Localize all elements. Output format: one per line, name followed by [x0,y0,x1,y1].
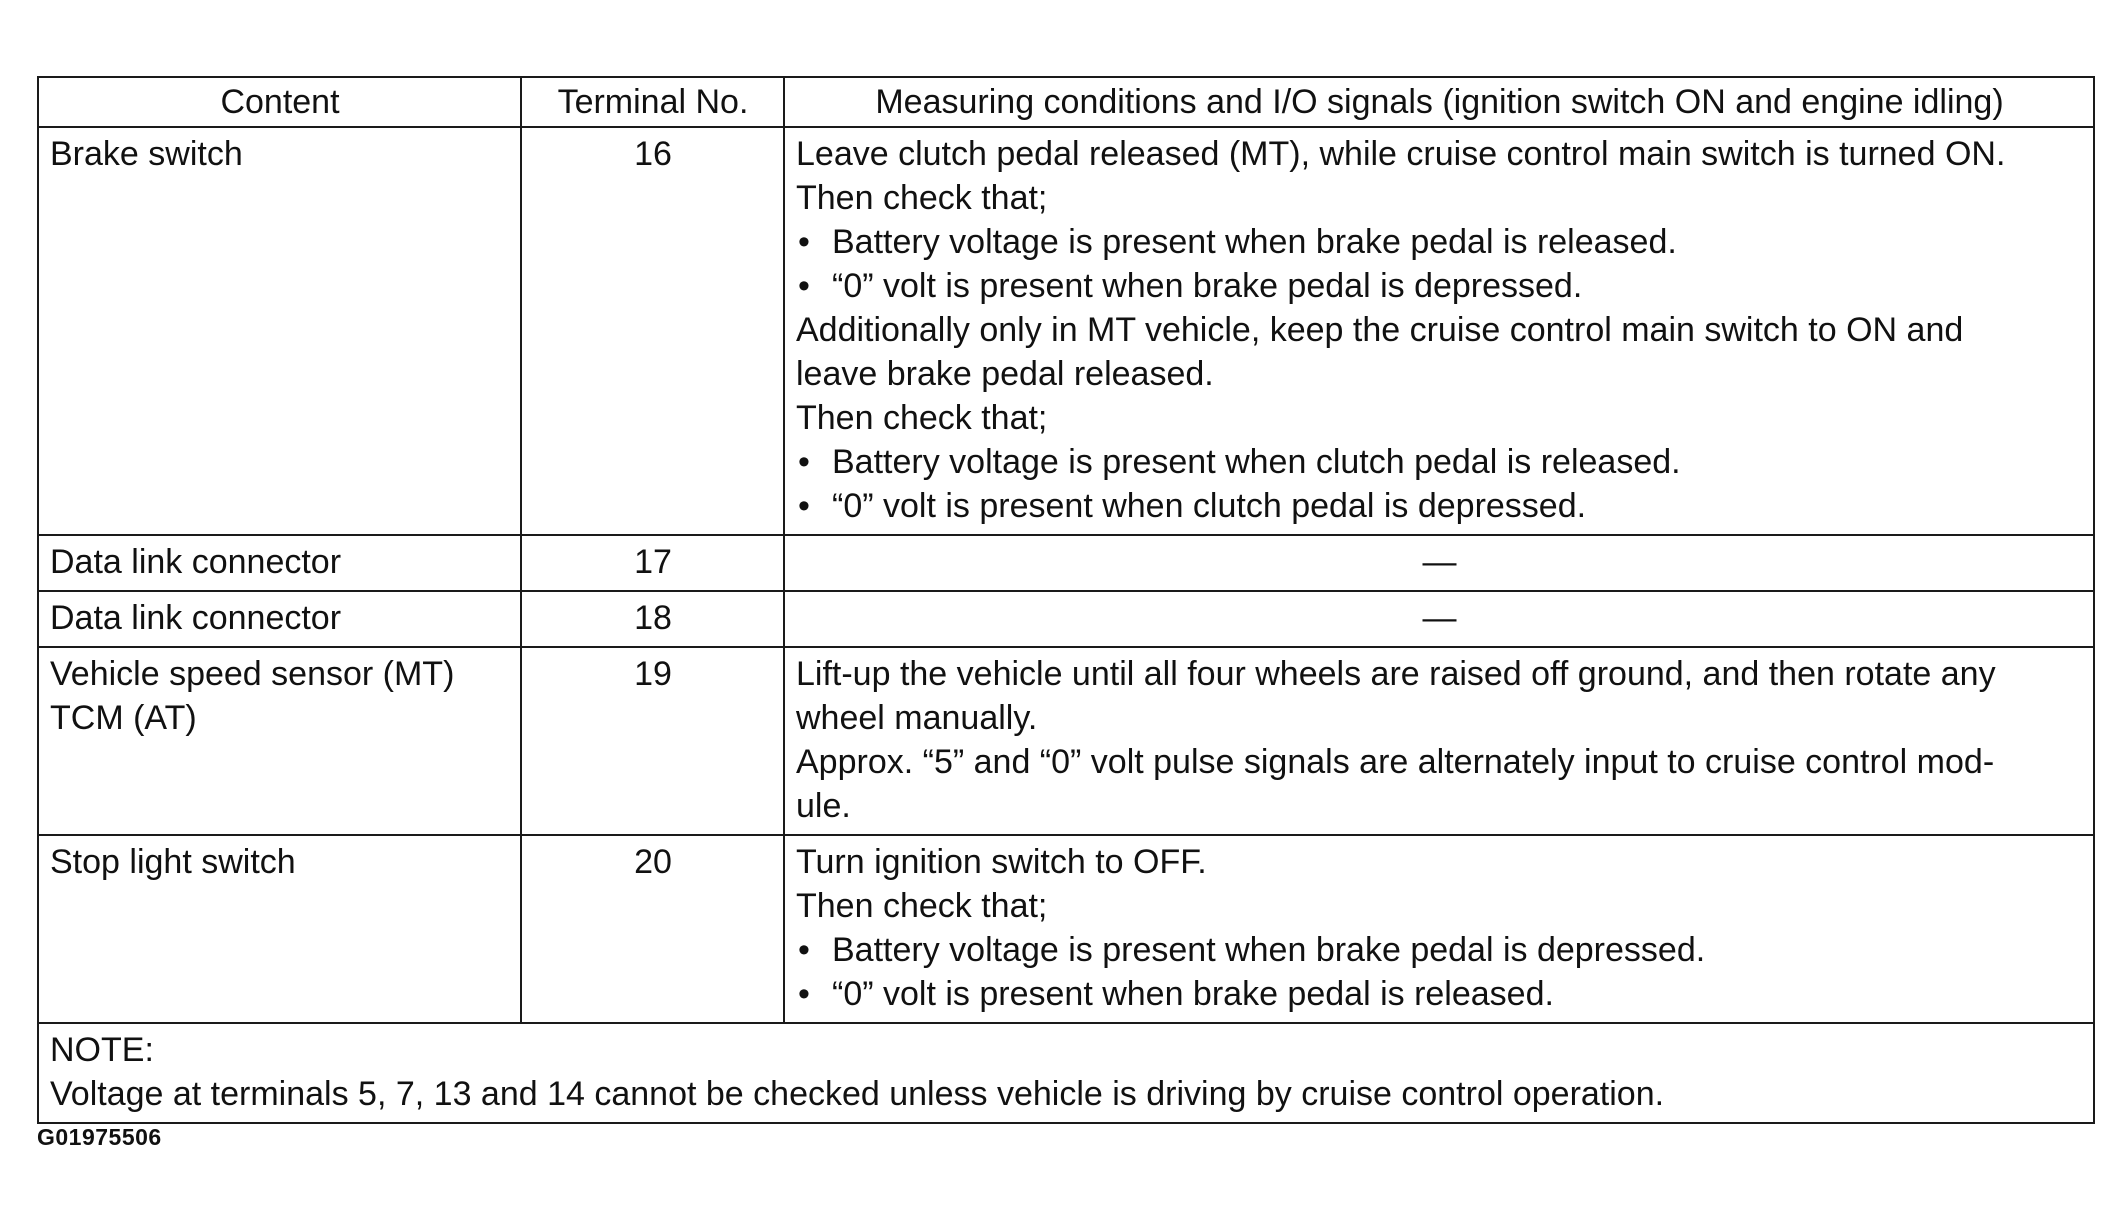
component-name: Vehicle speed sensor (MT) [50,655,455,693]
condition-text: Then check that; [796,887,1048,925]
condition-bullet [796,264,2083,308]
note-cell [38,1023,2094,1123]
component-name: Data link connector [50,599,342,637]
component-name: TCM (AT) [50,699,197,737]
terminal-number: 16 [521,127,784,535]
figure-id: G01975506 [37,1124,162,1150]
not-applicable-dash: — [784,535,2094,591]
header-measuring-conditions: Measuring conditions and I/O signals (ignition switch ON and engine idling) [784,77,2094,127]
conditions-cell [784,647,2094,835]
terminal-spec-table [37,76,2095,1124]
condition-text: Then check that; [796,179,1048,217]
condition-text: Leave clutch pedal released (MT), while cruise control main switch is turned ON. [796,135,2006,173]
table-header-row [38,77,2094,127]
bullet-icon: • [798,931,810,969]
component-name: Brake switch [50,135,243,173]
condition-bullet [796,972,2083,1016]
terminal-number: 17 [521,535,784,591]
table-row [38,127,2094,535]
content-cell [38,591,521,647]
condition-text: “0” volt is present when brake pedal is released. [832,975,1554,1013]
condition-text: ule. [796,787,851,825]
table-row [38,835,2094,1023]
condition-text: wheel manually. [796,699,1038,737]
bullet-icon: • [798,487,810,525]
condition-text: Additionally only in MT vehicle, keep the cruise control main switch to ON and [796,311,1964,349]
note-heading: NOTE: [50,1031,154,1069]
condition-bullet [796,928,2083,972]
table-row [38,535,2094,591]
condition-text: Battery voltage is present when clutch pedal is released. [832,443,1681,481]
bullet-icon: • [798,443,810,481]
component-name: Stop light switch [50,843,296,881]
condition-bullet [796,220,2083,264]
condition-text: Lift-up the vehicle until all four wheels are raised off ground, and then rotate any [796,655,1996,693]
terminal-number: 20 [521,835,784,1023]
content-cell [38,127,521,535]
component-name: Data link connector [50,543,342,581]
condition-text: Then check that; [796,399,1048,437]
condition-text: “0” volt is present when brake pedal is depressed. [832,267,1583,305]
condition-text: leave brake pedal released. [796,355,1214,393]
table-row [38,591,2094,647]
not-applicable-dash: — [784,591,2094,647]
content-cell [38,647,521,835]
condition-bullet [796,440,2083,484]
note-text: Voltage at terminals 5, 7, 13 and 14 cannot be checked unless vehicle is driving by cruise control operation. [50,1075,1665,1113]
conditions-cell [784,835,2094,1023]
conditions-cell [784,127,2094,535]
header-terminal-no: Terminal No. [521,77,784,127]
condition-text: Battery voltage is present when brake pedal is released. [832,223,1677,261]
terminal-number: 19 [521,647,784,835]
condition-text: Battery voltage is present when brake pedal is depressed. [832,931,1706,969]
content-cell [38,835,521,1023]
condition-text: “0” volt is present when clutch pedal is depressed. [832,487,1587,525]
table-row [38,647,2094,835]
terminal-number: 18 [521,591,784,647]
condition-text: Approx. “5” and “0” volt pulse signals are alternately input to cruise control mod- [796,743,1995,781]
content-cell [38,535,521,591]
document-sheet [37,76,2093,1124]
header-content: Content [38,77,521,127]
bullet-icon: • [798,975,810,1013]
note-row [38,1023,2094,1123]
bullet-icon: • [798,267,810,305]
condition-bullet [796,484,2083,528]
bullet-icon: • [798,223,810,261]
condition-text: Turn ignition switch to OFF. [796,843,1207,881]
table-body [38,127,2094,1023]
